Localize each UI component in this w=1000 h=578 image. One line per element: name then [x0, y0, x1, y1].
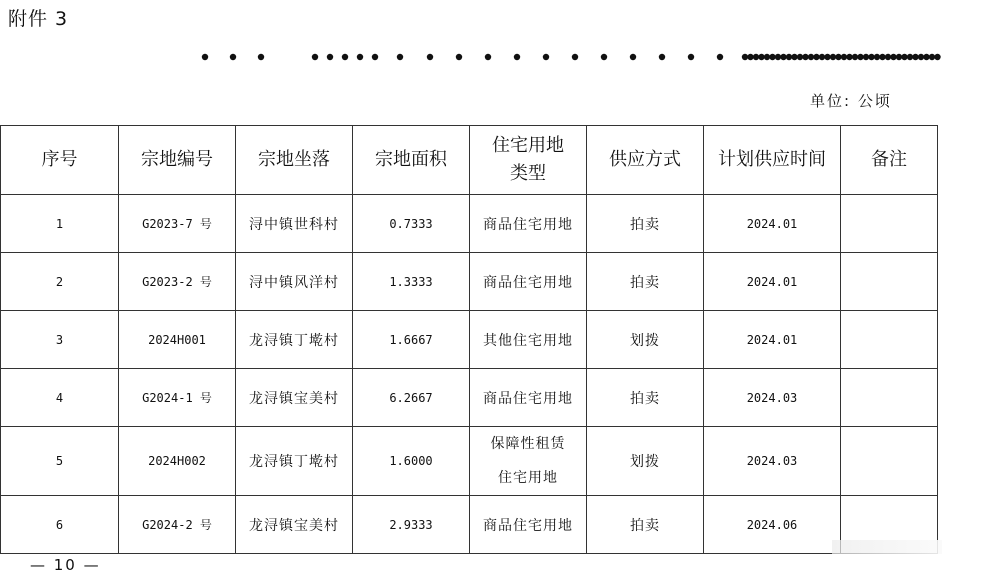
- cell-location: 龙浔镇宝美村: [236, 496, 353, 554]
- separator-dot: [327, 54, 333, 60]
- cell-method: 划拨: [587, 311, 704, 369]
- cell-time: 2024.01: [704, 195, 841, 253]
- header-cell: 住宅用地 类型: [470, 126, 587, 195]
- header-row: [1, 126, 938, 195]
- separator-dot: [456, 54, 462, 60]
- table-row: [1, 195, 938, 253]
- land-supply-table: [0, 125, 938, 554]
- cell-type: 其他住宅用地: [470, 311, 587, 369]
- separator-dot: [258, 54, 264, 60]
- cell-parcel-id: G2024-2 号: [119, 496, 236, 554]
- cell-parcel-id: 2024H002: [119, 427, 236, 496]
- cell-note: [841, 195, 938, 253]
- separator-dot: [372, 54, 378, 60]
- cell-type: 商品住宅用地: [470, 253, 587, 311]
- cell-location: 龙浔镇宝美村: [236, 369, 353, 427]
- separator-dot: [630, 54, 636, 60]
- cell-location: 龙浔镇丁墘村: [236, 311, 353, 369]
- cell-area: 6.2667: [353, 369, 470, 427]
- cell-area: 1.6667: [353, 311, 470, 369]
- cell-no: 3: [1, 311, 119, 369]
- cell-parcel-id: G2023-7 号: [119, 195, 236, 253]
- separator-dot: [688, 54, 694, 60]
- cell-note: [841, 369, 938, 427]
- cell-no: 5: [1, 427, 119, 496]
- attachment-label: 附件 3: [8, 8, 69, 30]
- cell-parcel-id: G2024-1 号: [119, 369, 236, 427]
- separator-dot: [852, 54, 858, 60]
- cell-location: 浔中镇风洋村: [236, 253, 353, 311]
- cell-time: 2024.01: [704, 253, 841, 311]
- cell-time: 2024.03: [704, 369, 841, 427]
- separator-dot: [543, 54, 549, 60]
- separator-dot: [896, 54, 902, 60]
- separator-dot: [830, 54, 836, 60]
- separator-dot: [780, 54, 786, 60]
- table-row: [1, 369, 938, 427]
- header-cell: 宗地编号: [119, 126, 236, 195]
- separator-dot: [427, 54, 433, 60]
- table-row: [1, 427, 938, 496]
- table-row: [1, 311, 938, 369]
- separator-dot: [835, 54, 841, 60]
- separator-dot: [572, 54, 578, 60]
- separator-dot: [397, 54, 403, 60]
- cell-location: 浔中镇世科村: [236, 195, 353, 253]
- separator-dot: [885, 54, 891, 60]
- separator-dot: [857, 54, 863, 60]
- separator-dot: [775, 54, 781, 60]
- separator-dot: [753, 54, 759, 60]
- separator-dot: [357, 54, 363, 60]
- separator-dot: [813, 54, 819, 60]
- cell-note: [841, 253, 938, 311]
- cell-type: 商品住宅用地: [470, 195, 587, 253]
- cell-time: 2024.06: [704, 496, 841, 554]
- cell-area: 1.6000: [353, 427, 470, 496]
- separator-dot: [717, 54, 723, 60]
- separator-dot: [819, 54, 825, 60]
- header-cell: 序号: [1, 126, 119, 195]
- cell-no: 4: [1, 369, 119, 427]
- separator-dot: [841, 54, 847, 60]
- separator-dot: [769, 54, 775, 60]
- table-row: [1, 496, 938, 554]
- separator-dot: [797, 54, 803, 60]
- separator-dot: [758, 54, 764, 60]
- separator-dot: [747, 54, 753, 60]
- cell-parcel-id: G2023-2 号: [119, 253, 236, 311]
- separator-dot: [791, 54, 797, 60]
- cell-time: 2024.01: [704, 311, 841, 369]
- page-number: — 10 —: [30, 556, 101, 574]
- separator-dot: [485, 54, 491, 60]
- cell-area: 1.3333: [353, 253, 470, 311]
- separator-dot: [824, 54, 830, 60]
- separator-dot: [808, 54, 814, 60]
- separator-dot: [846, 54, 852, 60]
- separator-dot: [901, 54, 907, 60]
- separator-dot: [342, 54, 348, 60]
- separator-dot: [929, 54, 935, 60]
- cell-no: 2: [1, 253, 119, 311]
- separator-dot: [742, 54, 748, 60]
- separator-dot: [312, 54, 318, 60]
- cell-type: 商品住宅用地: [470, 369, 587, 427]
- separator-dot: [659, 54, 665, 60]
- separator-dot: [802, 54, 808, 60]
- separator-dot: [601, 54, 607, 60]
- separator-dot: [923, 54, 929, 60]
- separator-dot: [863, 54, 869, 60]
- separator-dot: [868, 54, 874, 60]
- header-cell: 宗地坐落: [236, 126, 353, 195]
- cell-method: 拍卖: [587, 195, 704, 253]
- dotted-separator: [195, 48, 945, 66]
- cell-method: 拍卖: [587, 496, 704, 554]
- separator-dot: [912, 54, 918, 60]
- cell-method: 划拨: [587, 427, 704, 496]
- cell-location: 龙浔镇丁墘村: [236, 427, 353, 496]
- separator-dot: [879, 54, 885, 60]
- cell-method: 拍卖: [587, 253, 704, 311]
- separator-dot: [786, 54, 792, 60]
- separator-dot: [918, 54, 924, 60]
- unit-label: 单位: 公顷: [810, 92, 892, 110]
- header-cell: 供应方式: [587, 126, 704, 195]
- header-cell: 计划供应时间: [704, 126, 841, 195]
- separator-dot: [202, 54, 208, 60]
- separator-dot: [890, 54, 896, 60]
- header-cell: 备注: [841, 126, 938, 195]
- separator-dot: [764, 54, 770, 60]
- cell-note: [841, 427, 938, 496]
- separator-dot: [934, 54, 940, 60]
- cell-no: 1: [1, 195, 119, 253]
- separator-dot: [907, 54, 913, 60]
- cell-area: 2.9333: [353, 496, 470, 554]
- separator-dot: [874, 54, 880, 60]
- cell-no: 6: [1, 496, 119, 554]
- cell-parcel-id: 2024H001: [119, 311, 236, 369]
- cell-note: [841, 311, 938, 369]
- cell-method: 拍卖: [587, 369, 704, 427]
- table-row: [1, 253, 938, 311]
- cell-type: 保障性租赁 住宅用地: [470, 427, 587, 496]
- header-cell: 宗地面积: [353, 126, 470, 195]
- separator-dot: [514, 54, 520, 60]
- cell-area: 0.7333: [353, 195, 470, 253]
- separator-dot: [230, 54, 236, 60]
- scan-smudge: [832, 540, 942, 554]
- cell-type: 商品住宅用地: [470, 496, 587, 554]
- cell-time: 2024.03: [704, 427, 841, 496]
